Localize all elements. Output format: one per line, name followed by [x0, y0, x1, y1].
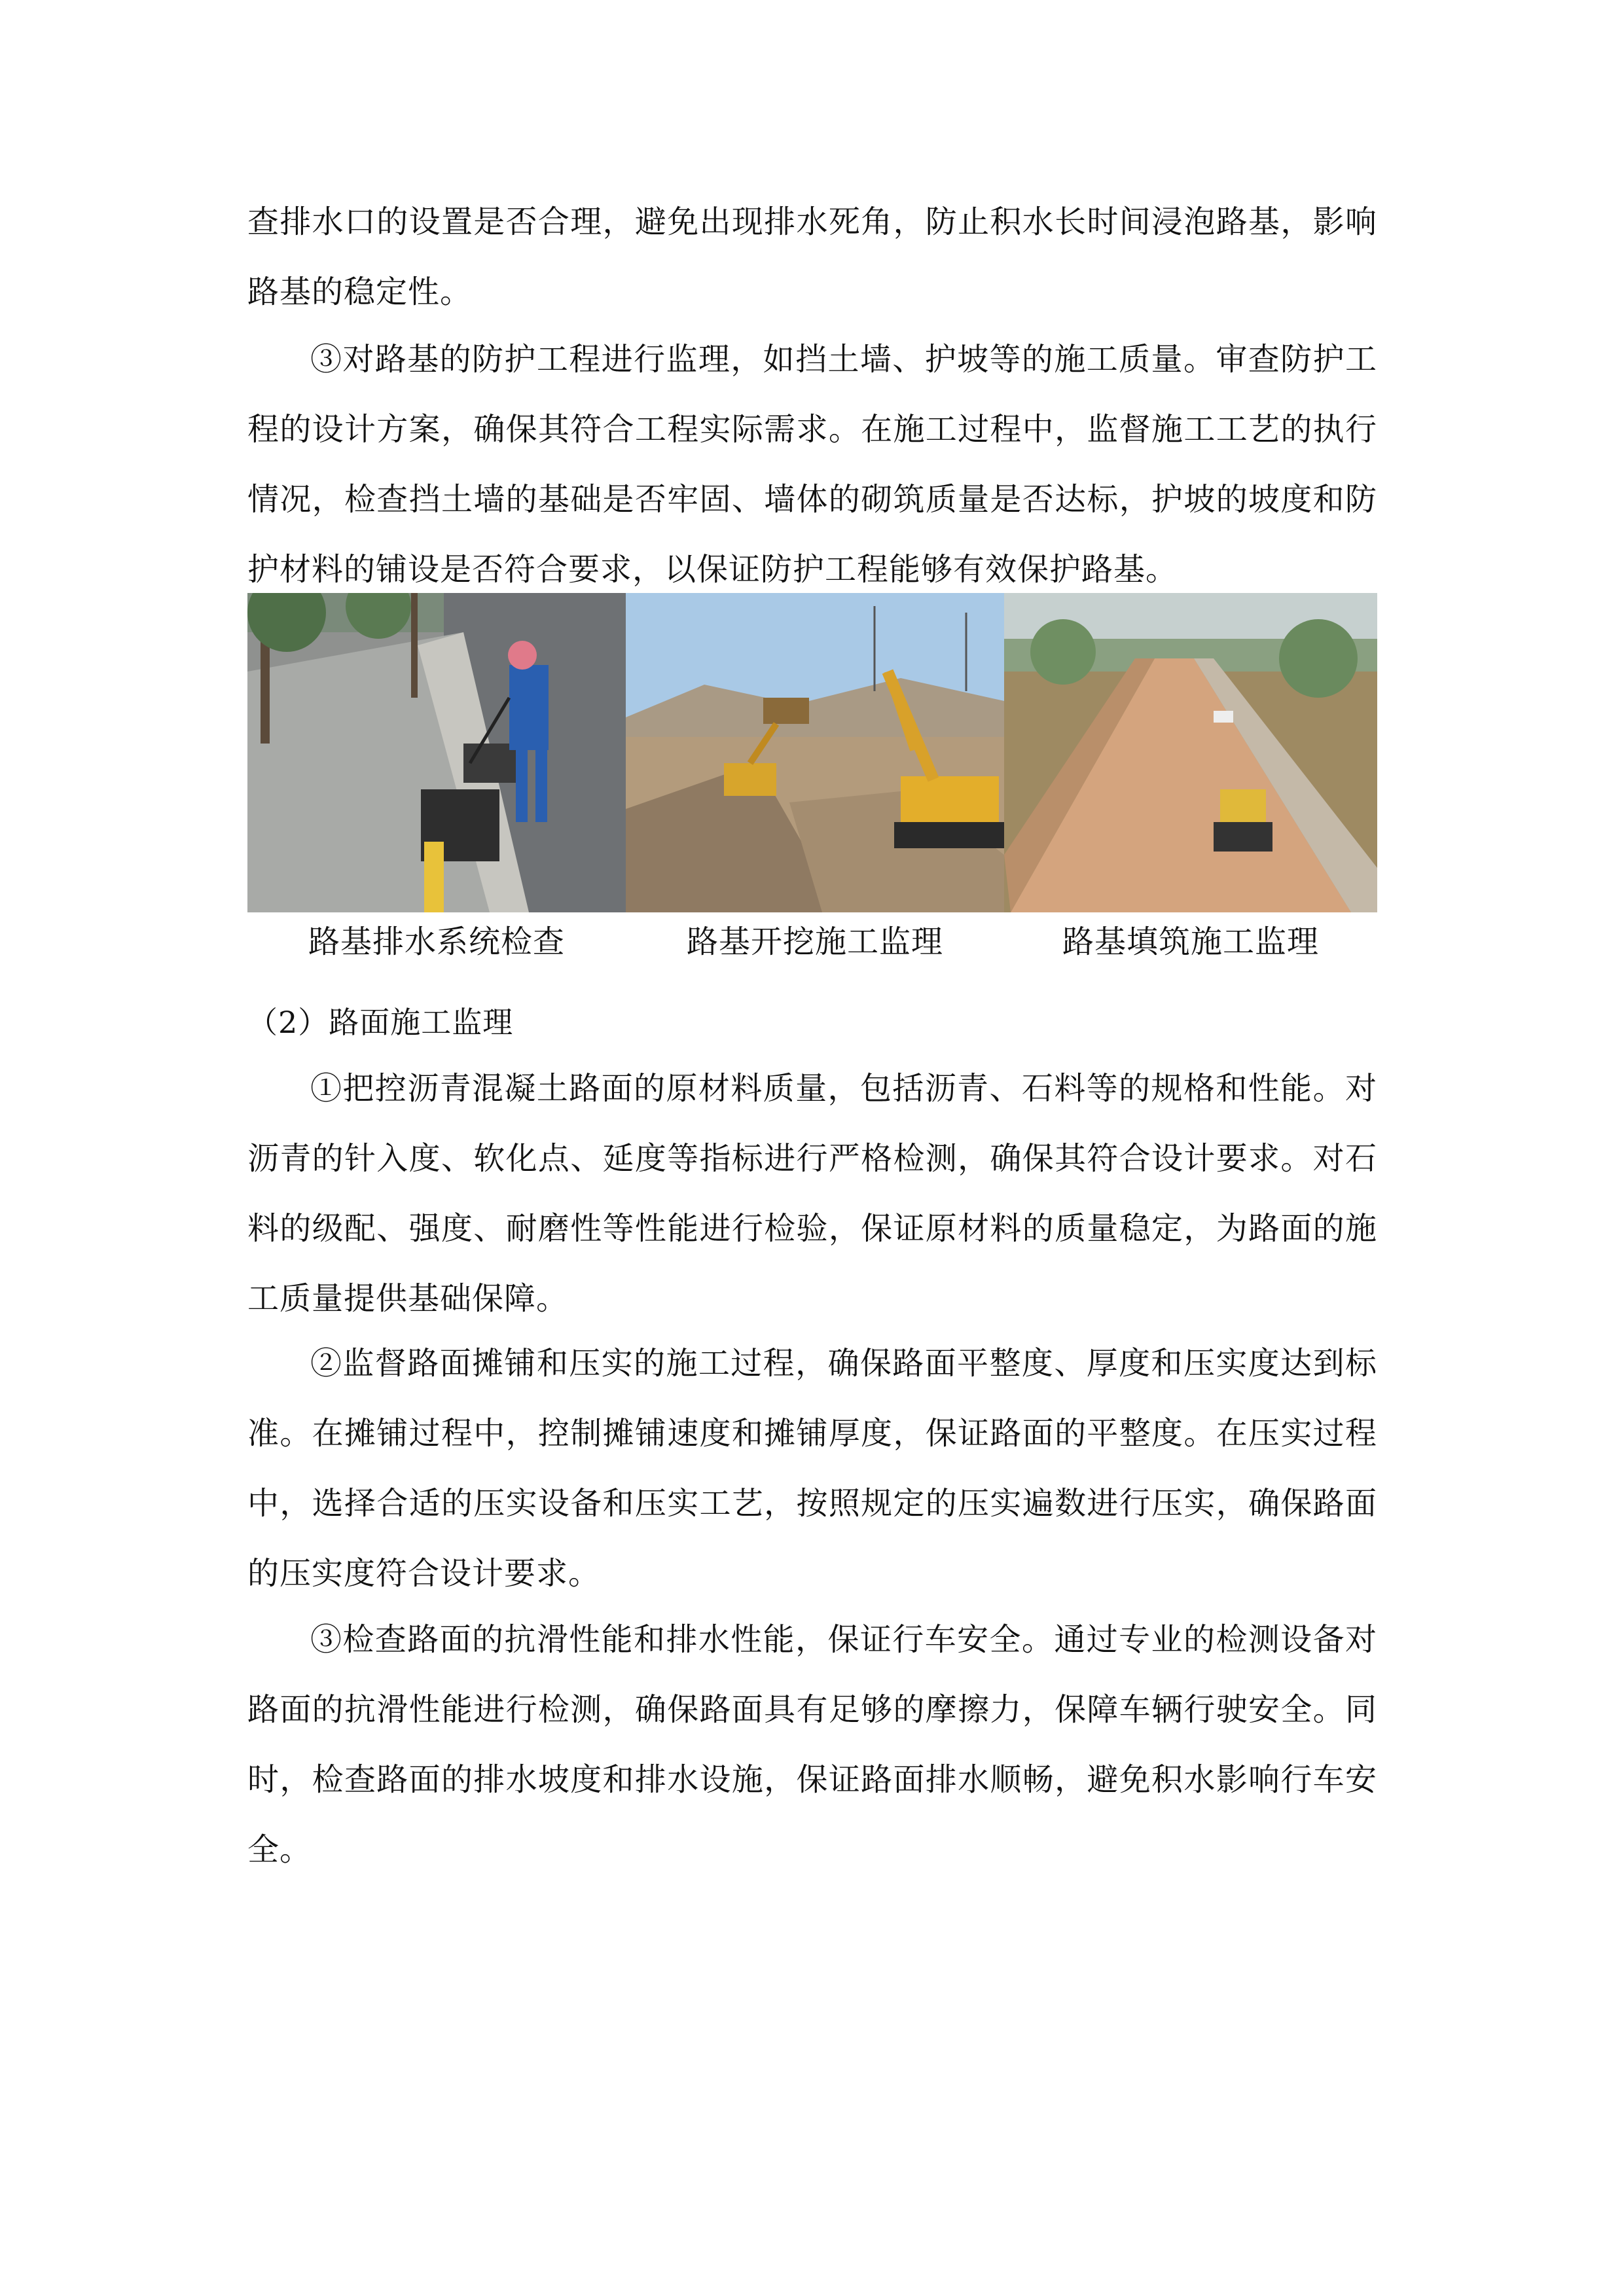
caption-excavation-supervision: 路基开挖施工监理	[686, 924, 943, 960]
photo-drainage-inspection	[247, 593, 626, 912]
paragraph-protection-works: ③对路基的防护工程进行监理，如挡土墙、护坡等的施工质量。审查防护工程的设计方案，确保其符合工程实际需求。在施工过程中，监督施工工艺的执行情况，检查挡土墙的基础是否牢固、墙体的砌筑质量是否达标，护坡的坡度和防护材料的铺设是否符合要求，以保证防护工程能够有效保护路基。	[247, 341, 1377, 588]
caption-drainage-inspection: 路基排水系统检查	[308, 924, 565, 960]
photo-excavation-supervision	[626, 593, 1004, 912]
paragraph-pavement-paving: ②监督路面摊铺和压实的施工过程，确保路面平整度、厚度和压实度达到标准。在摊铺过程中，控制摊铺速度和摊铺厚度，保证路面的平整度。在压实过程中，选择合适的压实设备和压实工艺，按照规定的压实遍数进行压实，确保路面的压实度符合设计要求。	[247, 1345, 1377, 1592]
photo-embankment-supervision	[1004, 593, 1377, 912]
section-heading-pavement: （2）路面施工监理	[247, 1005, 514, 1040]
paragraph-pavement-safety: ③检查路面的抗滑性能和排水性能，保证行车安全。通过专业的检测设备对路面的抗滑性能进行检测，确保路面具有足够的摩擦力，保障车辆行驶安全。同时，检查路面的排水坡度和排水设施，保证路面排水顺畅，避免积水影响行车安全。	[247, 1621, 1377, 1868]
paragraph-drainage-continued: 查排水口的设置是否合理，避免出现排水死角，防止积水长时间浸泡路基，影响路基的稳定性。	[247, 204, 1377, 310]
paragraph-pavement-materials: ①把控沥青混凝土路面的原材料质量，包括沥青、石料等的规格和性能。对沥青的针入度、软化点、延度等指标进行严格检测，确保其符合设计要求。对石料的级配、强度、耐磨性等性能进行检验，保证原材料的质量稳定，为路面的施工质量提供基础保障。	[247, 1070, 1377, 1317]
caption-embankment-supervision: 路基填筑施工监理	[1062, 924, 1319, 960]
